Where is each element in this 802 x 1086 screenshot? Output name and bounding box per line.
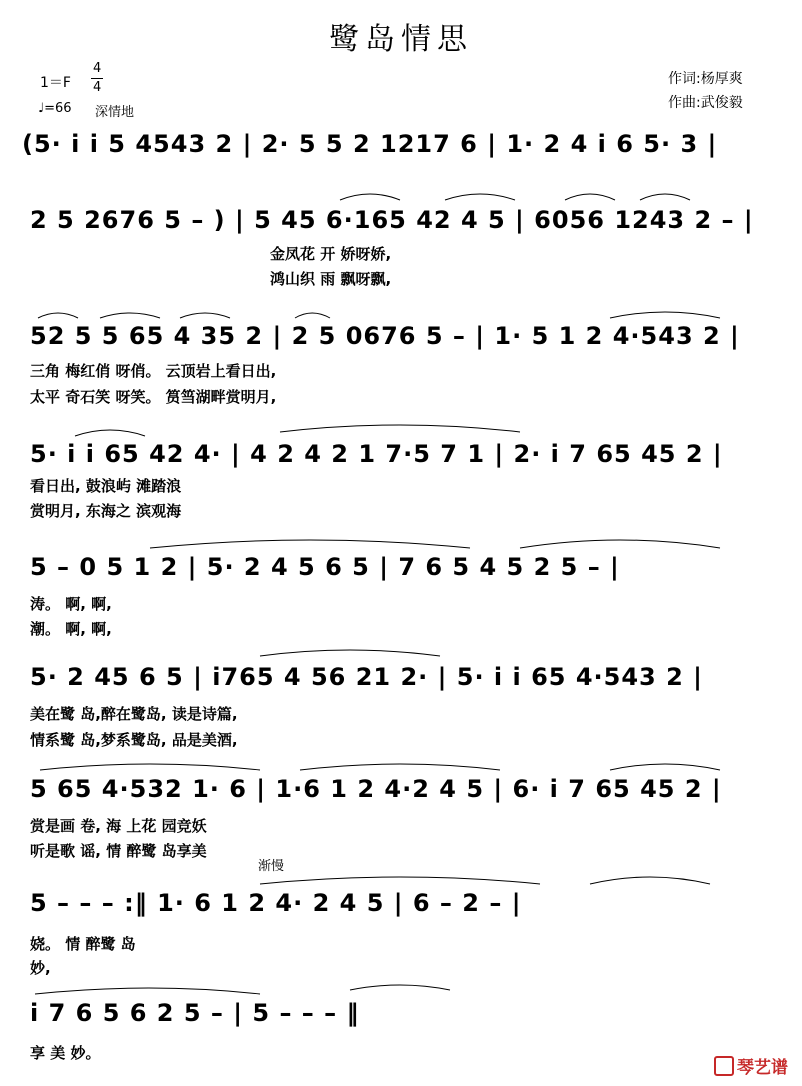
ritardando-marking: 渐慢 bbox=[258, 859, 285, 874]
system-7-lyrics-2: 听是歌 谣, 情 醉鹭 岛享美 bbox=[30, 842, 207, 860]
system-7-notes: 5 65 4·532 1· 6 | 1·6 1 2 4·2 4 5 | 6· i 7 65 45 2 | bbox=[30, 775, 722, 803]
slur bbox=[520, 540, 720, 548]
slur bbox=[610, 764, 720, 770]
system-3-lyrics-2: 太平 奇石笑 呀笑。 筼筜湖畔赏明月, bbox=[30, 388, 277, 406]
slur bbox=[590, 877, 710, 884]
system-2-notes: 2 5 2676 5 – ) | 5 45 6·165 42 4 5 | 6056 1243 2 – | bbox=[30, 206, 754, 234]
slur bbox=[640, 194, 690, 200]
slur bbox=[150, 540, 470, 548]
system-9-notes: i 7 6 5 6 2 5 – | 5 – – – ‖ bbox=[30, 999, 360, 1027]
slur bbox=[35, 988, 260, 994]
slur bbox=[300, 764, 500, 770]
expression-marking: 深情地 bbox=[95, 105, 135, 120]
system-2-lyrics-1: 金凤花 开 娇呀娇, bbox=[270, 245, 392, 263]
system-4-lyrics-1: 看日出, 鼓浪屿 滩踏浪 bbox=[30, 477, 182, 495]
system-6-notes: 5· 2 45 6 5 | i765 4 56 21 2· | 5· i i 65 4·543 2 | bbox=[30, 663, 703, 691]
slur bbox=[610, 312, 720, 318]
system-1-notes: (5· i i 5 4543 2 | 2· 5 5 2 1217 6 | 1· 2 4 i 6 5· 3 | bbox=[22, 130, 718, 158]
system-5-lyrics-1: 涛。 啊, 啊, bbox=[30, 595, 112, 613]
slur bbox=[75, 430, 145, 436]
system-4-lyrics-2: 赏明月, 东海之 滨观海 bbox=[30, 502, 182, 520]
system-6-lyrics-2: 情系鹭 岛,梦系鹭岛, 品是美酒, bbox=[30, 731, 238, 749]
slur bbox=[180, 313, 230, 318]
system-4-notes: 5· i i 65 42 4· | 4 2 4 2 1 7·5 7 1 | 2· i 7 65 45 2 | bbox=[30, 440, 723, 468]
slur bbox=[295, 313, 330, 318]
system-2-lyrics-2: 鸿山织 雨 飘呀飘, bbox=[270, 270, 392, 288]
system-5-lyrics-2: 潮。 啊, 啊, bbox=[30, 620, 112, 638]
system-6-lyrics-1: 美在鹭 岛,醉在鹭岛, 读是诗篇, bbox=[30, 705, 238, 723]
slur bbox=[260, 650, 440, 656]
slur bbox=[565, 194, 615, 200]
slur bbox=[38, 313, 78, 318]
time-signature-top: 4 bbox=[93, 61, 102, 76]
watermark-text: 琴艺谱 bbox=[737, 1058, 788, 1078]
system-3-notes: 52 5 5 65 4 35 2 | 2 5 0676 5 – | 1· 5 1 2 4·543 2 | bbox=[30, 322, 740, 350]
system-8-lyrics-2: 妙, bbox=[30, 959, 51, 977]
lyricist-credit: 作词:杨厚爽 bbox=[668, 71, 743, 87]
system-8-lyrics-1: 娆。 情 醉鹭 岛 bbox=[30, 935, 136, 953]
system-7-lyrics-1: 赏是画 卷, 海 上花 园竞妖 bbox=[30, 817, 207, 835]
logo-icon bbox=[714, 1056, 734, 1076]
system-3-lyrics-1: 三角 梅红俏 呀俏。 云顶岩上看日出, bbox=[30, 362, 277, 380]
slur bbox=[40, 764, 260, 770]
system-5-notes: 5 – 0 5 1 2 | 5· 2 4 5 6 5 | 7 6 5 4 5 2 5 – | bbox=[30, 553, 620, 581]
composer-credit: 作曲:武俊毅 bbox=[668, 95, 743, 111]
slur bbox=[280, 425, 520, 432]
system-8-notes: 5 – – – :‖ 1· 6 1 2 4· 2 4 5 | 6 – 2 – | bbox=[30, 889, 522, 917]
tempo-marking: ♩=66 bbox=[38, 101, 72, 116]
slur bbox=[100, 313, 160, 318]
time-signature-bottom: 4 bbox=[93, 80, 102, 95]
song-title: 鹭岛情思 bbox=[329, 22, 473, 57]
system-9-lyrics-1: 享 美 妙。 bbox=[30, 1044, 101, 1062]
slur bbox=[445, 194, 515, 200]
watermark-logo bbox=[714, 1053, 788, 1078]
slur bbox=[340, 194, 400, 200]
slur bbox=[260, 877, 540, 884]
slur bbox=[350, 985, 450, 990]
key-signature: 1＝F bbox=[40, 75, 71, 91]
